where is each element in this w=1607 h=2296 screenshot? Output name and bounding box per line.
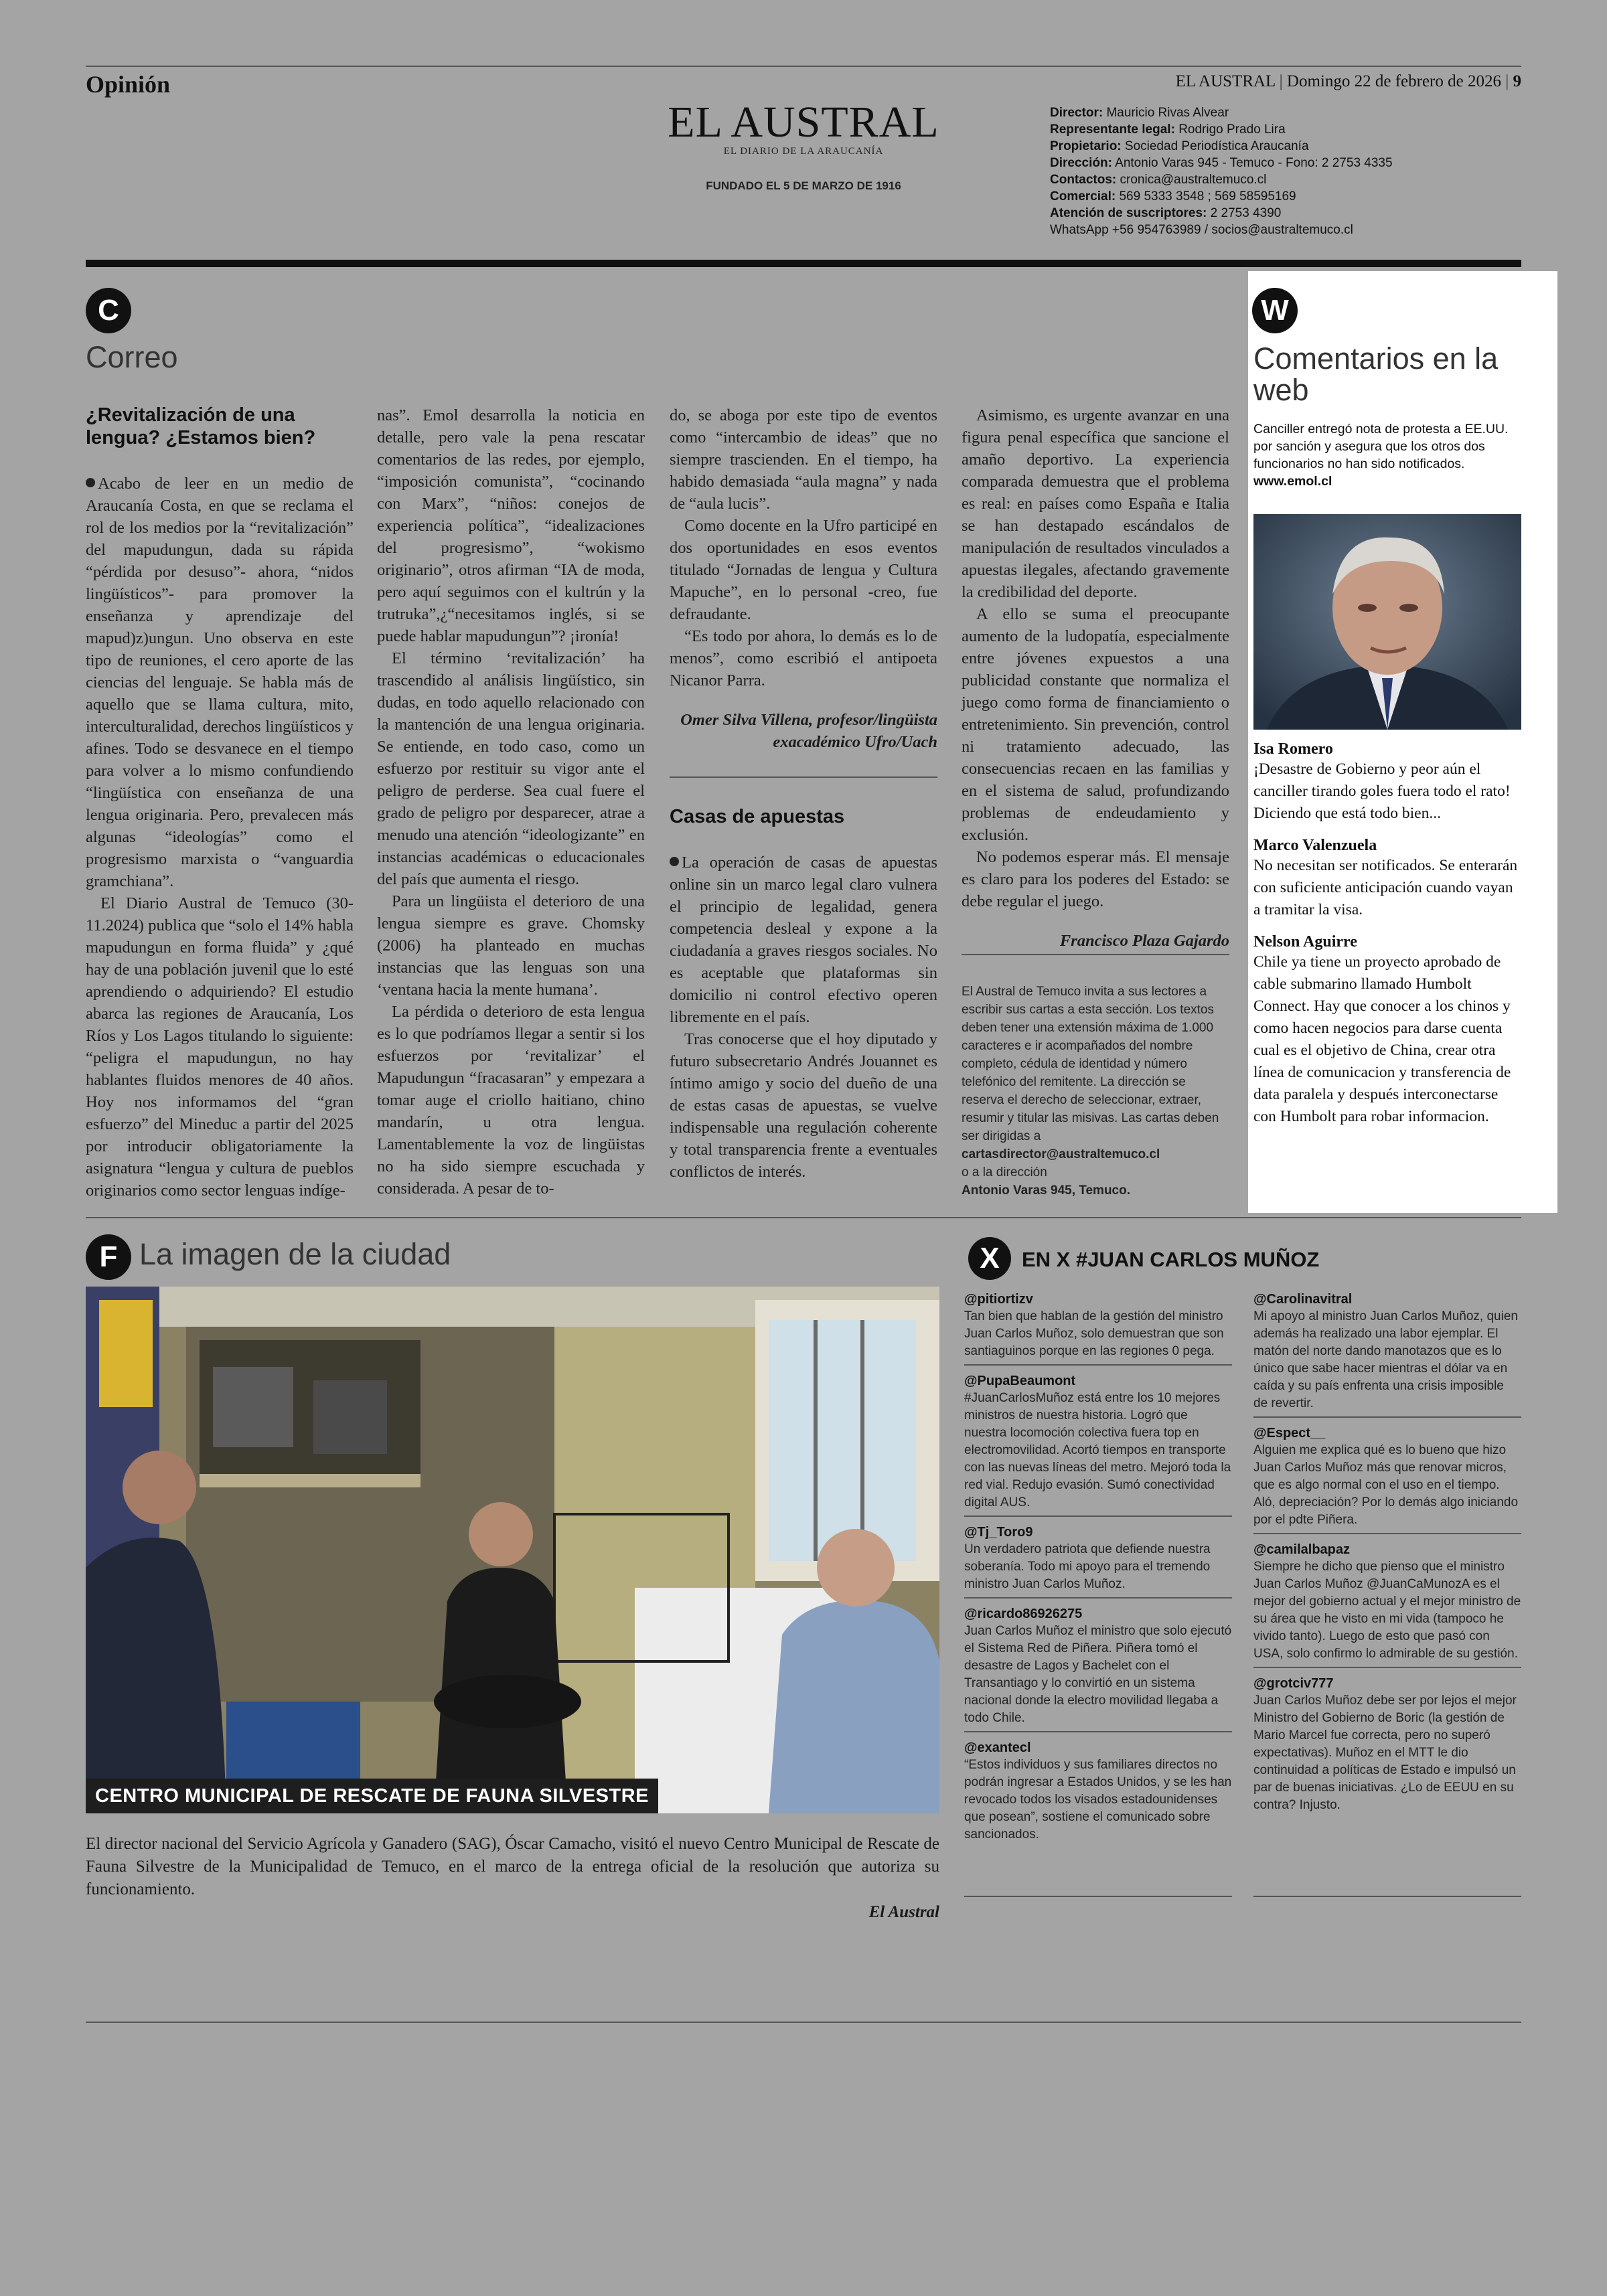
letter-column-1: [86, 473, 354, 1202]
paragraph: Acabo de leer en un medio de Araucanía Costa, en que se reclama el rol de los medios por la “revitalización” del mapudungun, dada su rápida “pérdida por desuso”- ahora, “nidos lingüísticos”- para promover la enseñanza y aprendizaje del mapud)z)ungun. Uno observa en este tipo de reuniones, el cero aporte de las ciencias del lenguaje. Se habla más de aquello que se llama cultura, mito, interculturalidad, derechos lingüísticos y afines. Todo se desvanece en el tiempo para volver a lo mismo confundiendo “lingüística con enseñanza de una lengua originaria. Pero, prevalecen más algunas “ideologías” como el progresismo marxista o “vanguardia gramchiana”.: [86, 475, 354, 890]
page-info: EL AUSTRAL | Domingo 22 de febrero de 2026 | 9: [1175, 72, 1521, 90]
x-user[interactable]: @Tj_Toro9: [964, 1525, 1033, 1540]
letter-column-5: [962, 404, 1229, 952]
letter-title: Casas de apuestas: [670, 806, 845, 827]
x-text: Mi apoyo al ministro Juan Carlos Muñoz, quien además ha realizado una labor ejemplar. El matón del norte dando manotazos que es lo único que sabe hacer mientras el dólar va en caída y su país enfrenta una crisis imposible de revertir.: [1253, 1309, 1518, 1410]
staff-line: Atención de suscriptores: 2 2753 4390: [1050, 206, 1282, 220]
web-comment: [1253, 837, 1521, 921]
letters-note: El Austral de Temuco invita a sus lectores a escribir sus cartas a esta sección. Los textos deben tener una extensión máxima de 1.000 caracteres e ir acompañados del nombre completo, cédula de identidad y número telefónico del remitente. La dirección se reserva el derecho de seleccionar, extraer, resumir y titular las misivas. Las cartas deben ser dirigidas a cartasdirector@australtemuco.cl o a la dirección Antonio Varas 945, Temuco.: [962, 983, 1229, 1200]
x-text: Alguien me explica qué es lo bueno que hizo Juan Carlos Muñoz más que renovar micros, que es algo normal con el uso en el tiempo. Aló, depreciación? Por lo demás algo iniciando por el pdte Piñera.: [1253, 1443, 1519, 1527]
section-name: Opinión: [86, 71, 171, 98]
web-comment: [1253, 933, 1521, 1128]
masthead-subtitle: EL DIARIO DE LA ARAUCANÍA: [723, 146, 884, 157]
paragraph: No podemos esperar más. El mensaje es claro para los poderes del Estado: se debe regular el juego.: [962, 848, 1229, 910]
masthead-logo: EL AUSTRAL: [668, 98, 939, 147]
bullet-dot-icon: [670, 857, 679, 866]
paragraph: “Es todo por ahora, lo demás es lo de menos”, como escribió el antipoeta Nicanor Parra.: [670, 627, 937, 689]
staff-line: Director: Mauricio Rivas Alvear: [1050, 106, 1229, 120]
paragraph: La operación de casas de apuestas online sin un marco legal claro vulnera el principio de legalidad, genera competencia desleal y expone a la ciudadanía a graves riesgos sociales. No es aceptable que plataformas sin domicilio ni control efectivo operen libremente en el país.: [670, 853, 937, 1026]
paragraph: Tras conocerse que el hoy diputado y futuro subsecretario Andrés Jouannet es íntimo amigo y socio del dueño de una de estas casas de apuestas, se vuelve indispensable una regulación coherente y total transparencia frente a eventuales conflictos de interés.: [670, 1030, 937, 1181]
x-post: [1253, 1291, 1521, 1418]
paragraph: Para un lingüista el deterioro de una lengua siempre es grave. Chomsky (2006) ha planteado en muchas instancias que las lenguas son una ‘ventana hacia la mente humana’.: [377, 892, 645, 999]
letters-or: o a la dirección: [962, 1165, 1047, 1179]
x-user[interactable]: @PupaBeaumont: [964, 1374, 1076, 1388]
web-intro: Canciller entregó nota de protesta a EE.UU. por sanción y asegura que los otros dos funcionarios no han sido notificados. www.emol.cl: [1253, 422, 1509, 489]
paper-name: EL AUSTRAL: [1175, 72, 1276, 90]
city-photo: [86, 1287, 939, 1813]
bullet-dot-icon: [86, 478, 95, 487]
comment-text: Chile ya tiene un proyecto aprobado de cable submarino llamado Humbolt Connect. Hay que conocer a los chinos y como hacen negocios para darse cuenta cual es el objetivo de China, crear otra línea de comunicacion y transferencia de data paralela y después interconectarse con Humbolt para robar informacion.: [1253, 953, 1511, 1125]
x-user[interactable]: @Carolinavitral: [1253, 1292, 1353, 1307]
comment-text: No necesitan ser notificados. Se enterarán con suficiente anticipación cuando vayan a tramitar la visa.: [1253, 857, 1518, 918]
minister-photo: [1253, 514, 1521, 730]
x-user[interactable]: @pitiortizv: [964, 1292, 1033, 1307]
x-post: [964, 1605, 1232, 1732]
letter-signature: Omer Silva Villena, profesor/lingüista exacadémico Ufro/Uach: [680, 711, 937, 751]
paragraph: Como docente en la Ufro participé en dos oportunidades en esos eventos titulado “Jornadas de lengua y Cultura Mapuche”, en lo personal -creo, fue defraudante.: [670, 517, 937, 623]
x-post: [964, 1524, 1232, 1598]
paragraph: nas”. Emol desarrolla la noticia en detalle, pero vale la pena rescatar comentarios de las redes, por ejemplo, “imposición comunista”, “cocinando con Marx”, “niños: conejos de experiencia política”, “idealizaciones del progresismo”, “wokismo originario”, otros afirman “IA de moda, pero aquí seguimos con el kultrún y la trutruka”,¿“necesitamos inglés, si se puede hablar mapudungun”? ¡ironía!: [377, 406, 645, 645]
comment-author: Marco Valenzuela: [1253, 837, 1377, 854]
x-user[interactable]: @grotciv777: [1253, 1676, 1334, 1691]
issue-date: Domingo 22 de febrero de 2026: [1286, 72, 1501, 90]
x-post: [964, 1372, 1232, 1517]
x-text: Tan bien que hablan de la gestión del ministro Juan Carlos Muñoz, solo demuestran que son santiaguinos porque en las regiones 0 pega.: [964, 1309, 1224, 1358]
correo-badge: C: [86, 288, 131, 333]
page-number: 9: [1513, 72, 1521, 90]
staff-line: Contactos: cronica@australtemuco.cl: [1050, 173, 1267, 187]
x-post: [1253, 1424, 1521, 1534]
letters-address: Antonio Varas 945, Temuco.: [962, 1183, 1131, 1198]
web-badge: W: [1252, 288, 1298, 333]
x-posts-left: [964, 1291, 1232, 1854]
letters-email: cartasdirector@australtemuco.cl: [962, 1147, 1160, 1161]
x-text: “Estos individuos y sus familiares directos no podrán ingresar a Estados Unidos, y se les han revocado todos los visados estadounidenses que posean”, sostiene el comunicado sobre sancionados.: [964, 1758, 1232, 1841]
paragraph: A ello se suma el preocupante aumento de la ludopatía, especialmente entre jóvenes expuestos a una publicidad constante que normaliza el juego como forma de financiamiento o entretenimiento. Sin prevención, control ni tratamiento adecuado, las consecuencias recaen en las familias y en el sistema de salud, profundizando problemas de endeudamiento y exclusión.: [962, 605, 1229, 844]
photo-credit: El Austral: [868, 1903, 939, 1921]
paragraph: do, se aboga por este tipo de eventos como “intercambio de ideas” que no siempre trascienden. En el tiempo, ha habido demasiada “aula magna” y nada de “aula lucis”.: [670, 406, 937, 513]
web-title: Comentarios en la web: [1253, 341, 1499, 408]
paragraph: La pérdida o deterioro de esta lengua es lo que podríamos llegar a sentir si los esfuerzos por ‘revitalizar’ el Mapudungun “fracasaran” y empezara a tomar auge el criollo haitiano, chino mandarín, u otra lengua. Lamentablemente la voz de lingüistas no ha sido siempre escuchada y considerada. A pesar de to-: [377, 1003, 645, 1198]
staff-line: Propietario: Sociedad Periodística Araucanía: [1050, 139, 1309, 153]
web-comments-list: [1253, 740, 1521, 1128]
x-post: [1253, 1541, 1521, 1668]
staff-line: Comercial: 569 5333 3548 ; 569 58595169: [1050, 189, 1296, 203]
paragraph: El término ‘revitalización’ ha trascendido al análisis lingüístico, sin dudas, en todo aquello relacionado con la mantención de una lengua originaria. Se entiende, en todo caso, como un esfuerzo por restituir su vigor ante el peligro de perderse. Sea cual fuere el grado de peligro por desparecer, atrae a menudo una atención “ideologizante” en instancias académicas o educacionales del país que aumenta el riesgo.: [377, 649, 645, 888]
staff-line: Representante legal: Rodrigo Prado Lira: [1050, 122, 1286, 137]
x-text: Juan Carlos Muñoz el ministro que solo ejecutó el Sistema Red de Piñera. Piñera tomó el desastre de Lagos y Bachelet con el Transantiago y lo convirtió en un sistema nacional donde la electro movilidad llegaba a todo Chile.: [964, 1624, 1232, 1725]
x-posts-right: [1253, 1291, 1521, 1825]
city-badge: F: [86, 1234, 131, 1280]
web-comment: [1253, 740, 1521, 825]
staff-box: [1050, 104, 1519, 238]
x-user[interactable]: @camilalbapaz: [1253, 1542, 1351, 1557]
x-text: #JuanCarlosMuñoz está entre los 10 mejores ministros de nuestra historia. Logró que nuestra locomoción colectiva fuera top en electromovilidad. Acortó tiempos en transporte con las nuevas líneas del metro. Mejoró toda la red vial. Redujo evasión. Sumó conectividad digital AUS.: [964, 1391, 1231, 1509]
x-post: [964, 1739, 1232, 1848]
photo-label: CENTRO MUNICIPAL DE RESCATE DE FAUNA SILVESTRE: [86, 1779, 658, 1813]
letter-title: ¿Revitalización de una lengua? ¿Estamos bien?: [86, 404, 316, 448]
letter-signature: Francisco Plaza Gajardo: [1059, 932, 1229, 950]
letter-column-4: [670, 851, 937, 1183]
x-text: Juan Carlos Muñoz debe ser por lejos el mejor Ministro del Gobierno de Boric (la gestión de Mario Marcel fue correcta, pero no superó expectativas). Muñoz en el MTT le dio continuidad a políticas de Estado e impulsó un par de buenas iniciativas. ¿Lo de EEUU en su contra? Injusto.: [1253, 1694, 1517, 1812]
x-user[interactable]: @exantecl: [964, 1740, 1031, 1755]
web-source: www.emol.cl: [1253, 474, 1332, 489]
portrait-image: [1253, 514, 1521, 730]
correo-title: Correo: [86, 340, 178, 374]
paragraph: El Diario Austral de Temuco (30-11.2024) publica que “solo el 14% habla mapudungun en forma fluida” y ¿qué hay de una población juvenil que lo esté aprendiendo o adquiriendo? El estudio abarca las regiones de Araucanía, Los Ríos y Los Lagos titulando lo siguiente: “peligra el mapudungun, no hay hablantes fluidos menores de 40 años. Hoy nos informamos del “gran esfuerzo” del Mineduc a partir del 2025 por introducir obligatoriamente la asignatura “lengua y cultura de pueblos originarios como sector lenguas indíge-: [86, 894, 354, 1200]
staff-line: Dirección: Antonio Varas 945 - Temuco - Fono: 2 2753 4335: [1050, 156, 1393, 170]
x-badge: X: [968, 1237, 1011, 1280]
comment-author: Isa Romero: [1253, 740, 1333, 758]
comment-author: Nelson Aguirre: [1253, 933, 1357, 951]
x-post: [964, 1291, 1232, 1366]
x-text: Siempre he dicho que pienso que el ministro Juan Carlos Muñoz @JuanCaMunozA es el mejor del gobierno actual y el mejor ministro de su área que he visto en mi vida (tampoco he vivido tanto). Luego de esto que pasó con USA, solo confirmo lo admirable de su gestión.: [1253, 1560, 1521, 1661]
paragraph: Asimismo, es urgente avanzar en una figura penal específica que sancione el amaño deportivo. La experiencia comparada demuestra que el problema es real: en países como España e Italia se han destapado escándalos de manipulación de resultados vinculados a apuestas ilegales, afectando gravemente la credibilidad del deporte.: [962, 406, 1229, 601]
letter-column-3: [670, 404, 937, 753]
photo-caption: El director nacional del Servicio Agrícola y Ganadero (SAG), Óscar Camacho, visitó el nuevo Centro Municipal de Rescate de Fauna Silvestre de la Municipalidad de Temuco, en el marco de la entrega oficial de la resolución que autoriza su funcionamiento. El Austral: [86, 1833, 939, 1924]
x-user[interactable]: @ricardo86926275: [964, 1607, 1083, 1621]
x-user[interactable]: @Espect__: [1253, 1426, 1326, 1441]
x-text: Un verdadero patriota que defiende nuestra soberanía. Todo mi apoyo para el tremendo ministro Juan Carlos Muñoz.: [964, 1542, 1211, 1591]
x-post: [1253, 1675, 1521, 1818]
letter-column-2: [377, 404, 645, 1200]
comment-text: ¡Desastre de Gobierno y peor aún el canciller tirando goles fuera todo el rato! Diciendo que está todo bien...: [1253, 760, 1511, 822]
staff-line: WhatsApp +56 954763989 / socios@australtemuco.cl: [1050, 223, 1353, 237]
founded-line: FUNDADO EL 5 DE MARZO DE 1916: [706, 179, 901, 192]
x-section-title: EN X #JUAN CARLOS MUÑOZ: [1022, 1248, 1320, 1271]
city-title: La imagen de la ciudad: [139, 1237, 451, 1271]
rescue-center-photo: [86, 1287, 939, 1813]
